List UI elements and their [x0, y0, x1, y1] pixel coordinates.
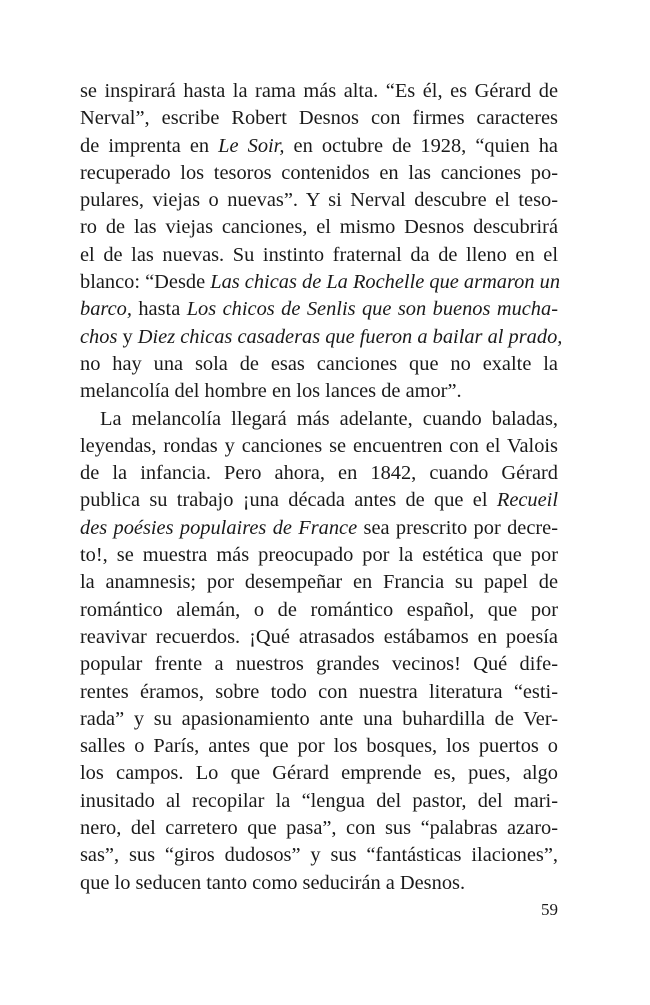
text-line: [80, 242, 558, 269]
italic-title: Le Soir,: [218, 134, 285, 157]
text-line: [80, 788, 558, 815]
text-line: [80, 187, 558, 214]
text-line: [80, 160, 558, 187]
text-line: [80, 542, 558, 569]
text-line: [80, 78, 558, 105]
text-run: nero, del carretero que pasa”, con sus “palabras azaro-: [80, 817, 558, 840]
text-run: La melancolía llegará más adelante, cuando baladas,: [100, 407, 558, 430]
italic-title: Los chicos de Senlis que son buenos mucha-: [186, 298, 558, 321]
text-run: leyendas, rondas y canciones se encuentren con el Valois: [80, 434, 558, 457]
text-run: rentes éramos, sobre todo con nuestra literatura “esti-: [80, 680, 558, 703]
text-line: [80, 597, 558, 624]
italic-title: chos: [80, 325, 118, 348]
text-run: la anamnesis; por desempeñar en Francia su papel de: [80, 571, 558, 594]
text-line: [80, 706, 558, 733]
text-line: [80, 351, 558, 378]
text-line: [80, 515, 558, 542]
text-run: popular frente a nuestros grandes vecinos! Qué dife-: [80, 653, 558, 676]
italic-title: Recueil: [496, 489, 558, 512]
text-run: el de las nuevas. Su instinto fraternal da de lleno en el: [80, 243, 558, 266]
text-run: Nerval”, escribe Robert Desnos con firmes caracteres: [80, 107, 558, 130]
text-line: [80, 378, 558, 405]
text-line: [80, 296, 558, 323]
text-run: inusitado al recopilar la “lengua del pastor, del mari-: [80, 789, 558, 812]
text-run: to!, se muestra más preocupado por la estética que por: [80, 544, 558, 567]
text-run: sas”, sus “giros dudosos” y sus “fantásticas ilaciones”,: [80, 844, 558, 867]
text-run: de imprenta en: [80, 134, 219, 157]
text-run: los campos. Lo que Gérard emprende es, pues, algo: [80, 762, 558, 785]
text-line: [80, 105, 558, 132]
text-line: [80, 460, 558, 487]
text-line: [80, 870, 558, 897]
body-text: [80, 78, 563, 897]
text-line: [80, 651, 558, 678]
text-line: [80, 214, 558, 241]
text-run: blanco: “Desde: [80, 271, 211, 294]
text-run: publica su trabajo ¡una década antes de que el: [80, 489, 497, 512]
text-run: en octubre de 1928, “quien ha: [284, 134, 558, 157]
text-line: [80, 324, 563, 351]
text-run: pulares, viejas o nuevas”. Y si Nerval descubre el teso-: [80, 189, 558, 212]
text-run: recuperado los tesoros contenidos en las canciones po-: [80, 161, 558, 184]
italic-title: Las chicas de La Rochelle que armaron un: [210, 271, 561, 294]
text-run: y: [117, 325, 138, 348]
text-run: sea prescrito por decre-: [357, 516, 559, 539]
text-run: reavivar recuerdos. ¡Qué atrasados estábamos en poesía: [80, 625, 558, 648]
paragraph: [80, 78, 563, 406]
text-line: [80, 815, 558, 842]
text-run: ro de las viejas canciones, el mismo Desnos descubrirá: [80, 216, 558, 239]
text-run: que lo seducen tanto como seducirán a Desnos.: [80, 871, 466, 894]
text-run: rada” y su apasionamiento ante una buhardilla de Ver-: [80, 707, 558, 730]
text-line: [80, 760, 558, 787]
italic-title: Diez chicas casaderas que fueron a bailar al prado,: [137, 325, 563, 348]
text-line: [80, 487, 558, 514]
text-run: hasta: [131, 298, 187, 321]
text-line: [80, 733, 558, 760]
italic-title: barco,: [80, 298, 132, 321]
text-line: [80, 269, 561, 296]
text-line: [80, 569, 558, 596]
text-line: [80, 842, 558, 869]
text-line: [80, 679, 558, 706]
text-run: salles o París, antes que por los bosques, los puertos o: [80, 735, 558, 758]
text-line: [80, 624, 558, 651]
text-run: de la infancia. Pero ahora, en 1842, cuando Gérard: [80, 462, 558, 485]
text-line: [80, 133, 558, 160]
text-line: [80, 406, 558, 433]
paragraph: [80, 406, 558, 897]
text-line: [80, 433, 558, 460]
text-run: se inspirará hasta la rama más alta. “Es él, es Gérard de: [80, 80, 558, 102]
page-number: 59: [541, 900, 558, 919]
text-run: melancolía del hombre en los lances de amor”.: [80, 380, 462, 403]
italic-title: des poésies populaires de France: [80, 516, 358, 539]
text-run: no hay una sola de esas canciones que no exalte la: [80, 352, 558, 375]
text-run: romántico alemán, o de romántico español, que por: [80, 598, 558, 621]
